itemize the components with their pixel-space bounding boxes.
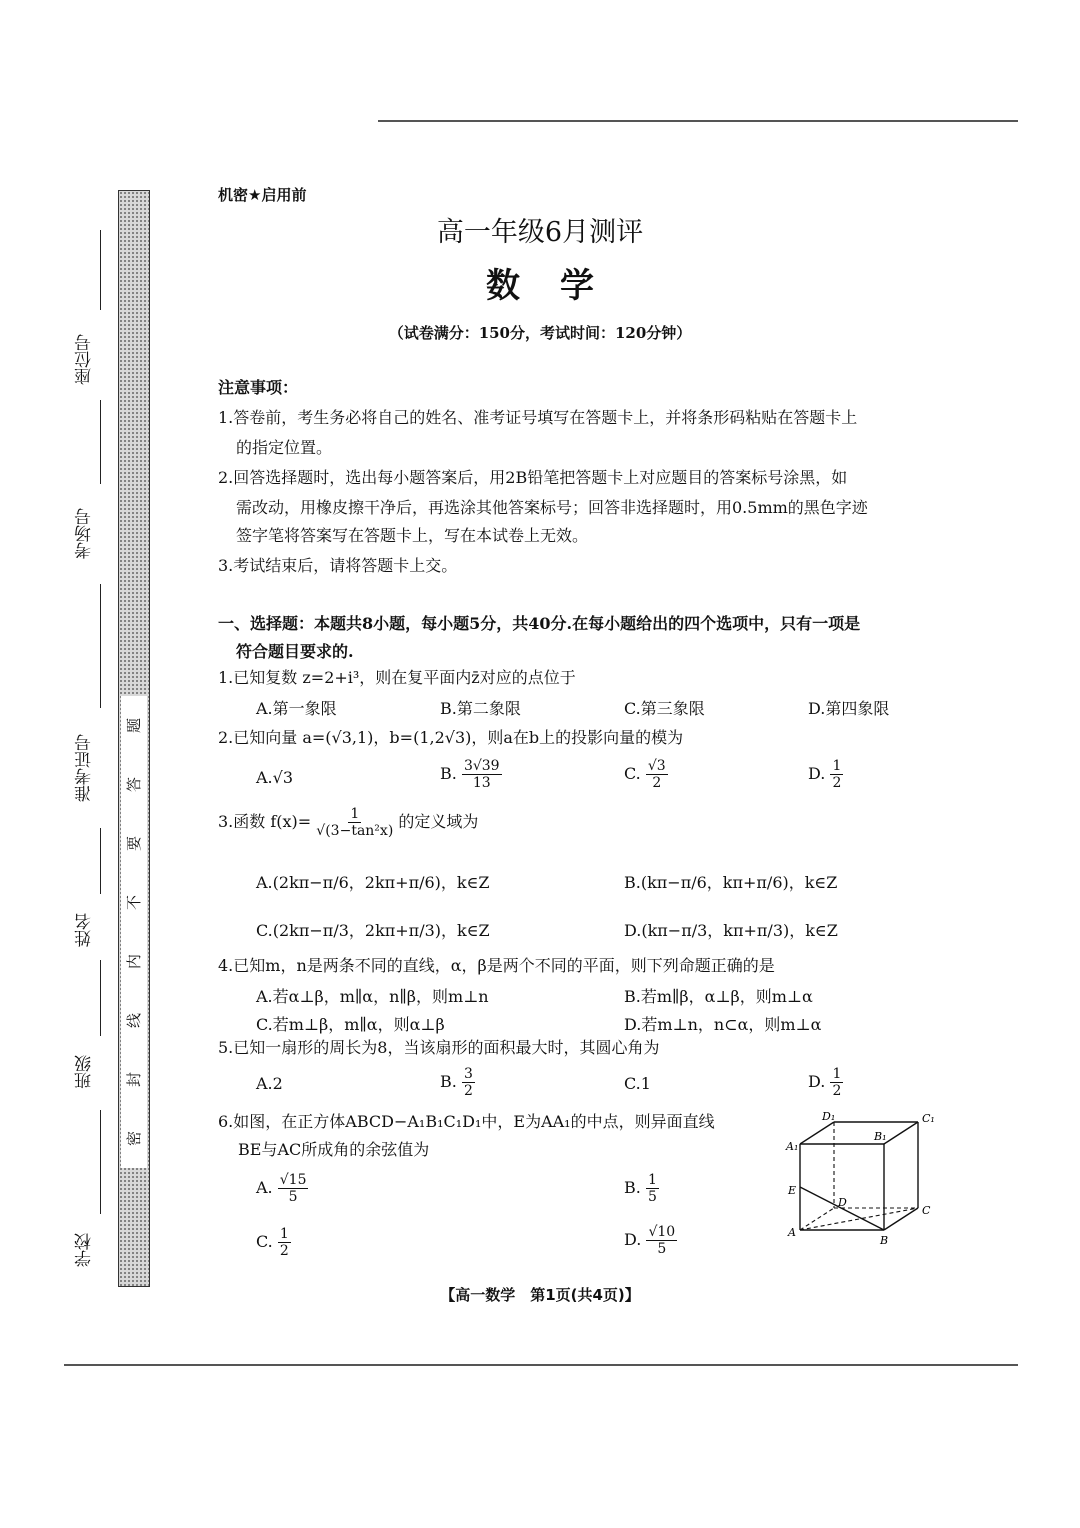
notice-line: 3.考试结束后，请将答题卡上交。 xyxy=(218,556,458,575)
notice-heading: 注意事项： xyxy=(218,378,299,397)
notice-line: 2.回答选择题时，选出每小题答案后，用2B铅笔把答题卡上对应题目的答案标号涂黑，如 xyxy=(218,468,848,487)
q6-option-a xyxy=(256,1172,308,1205)
numerator: 1 xyxy=(832,1066,842,1082)
q4-option-d: D.若m⊥n，n⊂α，则m⊥α xyxy=(624,1015,822,1034)
option-label: D. xyxy=(808,764,826,783)
q1-option-d: D.第四象限 xyxy=(808,699,890,718)
q5-stem: 5.已知一扇形的周长为8，当该扇形的面积最大时，其圆心角为 xyxy=(218,1038,660,1057)
section-heading-cont: 符合题目要求的. xyxy=(236,642,354,661)
q2-option-a: A.√3 xyxy=(256,768,294,787)
option-label: D. xyxy=(808,1072,826,1091)
fraction xyxy=(278,1172,309,1205)
numerator: √3 xyxy=(647,758,666,774)
q6-option-d xyxy=(624,1224,677,1257)
denominator: 2 xyxy=(279,1243,289,1259)
q1-option-c: C.第三象限 xyxy=(624,699,705,718)
q6-stem-cont: BE与AC所成角的余弦值为 xyxy=(238,1140,430,1159)
numerator: 1 xyxy=(350,806,360,822)
strip-char: 线 xyxy=(125,1012,144,1029)
notice-line: 需改动，用橡皮擦干净后，再选涂其他答案标号；回答非选择题时，用0.5mm的黑色字迹 xyxy=(236,498,868,517)
name-line xyxy=(100,828,101,894)
notice-line: 的指定位置。 xyxy=(236,438,333,457)
class-line xyxy=(100,960,101,1036)
fraction xyxy=(646,758,668,791)
numerator: 3 xyxy=(463,1066,473,1082)
numerator: 1 xyxy=(279,1226,289,1242)
q4-option-c: C.若m⊥β，m∥α，则α⊥β xyxy=(256,1015,445,1034)
confidential-mark: 机密★启用前 xyxy=(218,186,307,204)
label-C: C xyxy=(922,1204,931,1217)
fraction xyxy=(646,1172,659,1205)
numerator: 1 xyxy=(832,758,842,774)
school-label: 学校 xyxy=(75,1233,95,1267)
denominator: 5 xyxy=(647,1189,657,1205)
exam-room-label: 考场号 xyxy=(75,508,95,560)
subject-title: 数学 xyxy=(486,266,634,306)
label-A1: A₁ xyxy=(786,1140,799,1153)
q3-option-b: B.(kπ−π/6，kπ+π/6)，k∈Z xyxy=(624,873,838,892)
q6-option-b xyxy=(624,1172,659,1205)
seal-strip-text xyxy=(121,696,147,1168)
exam-room-line xyxy=(100,400,101,484)
notice-line: 1.答卷前，考生务必将自己的姓名、准考证号填写在答题卡上，并将条形码粘贴在答题卡上 xyxy=(218,408,858,427)
strip-char: 要 xyxy=(125,835,144,852)
option-label: B. xyxy=(624,1178,641,1197)
page-footer: 【高一数学 第1页(共4页)】 xyxy=(440,1286,640,1304)
denominator: 2 xyxy=(652,775,662,791)
option-label: A. xyxy=(256,1178,273,1197)
strip-char: 不 xyxy=(125,894,144,911)
q2-option-b xyxy=(440,758,502,791)
q2-option-d xyxy=(808,758,843,791)
fraction xyxy=(646,1224,677,1257)
school-line xyxy=(100,1110,101,1214)
q2-option-c xyxy=(624,758,668,791)
fraction xyxy=(830,1066,843,1099)
q4-option-b: B.若m∥β，α⊥β，则m⊥α xyxy=(624,987,813,1006)
label-E: E xyxy=(788,1184,797,1197)
denominator: 13 xyxy=(472,775,491,791)
fraction xyxy=(830,758,843,791)
q1-stem: 1.已知复数 z=2+i³，则在复平面内z̄对应的点位于 xyxy=(218,668,576,687)
q3-option-c: C.(2kπ−π/3，2kπ+π/3)，k∈Z xyxy=(256,921,490,940)
seat-number-label: 座位号 xyxy=(75,334,95,386)
strip-char: 答 xyxy=(125,776,144,793)
denominator: 2 xyxy=(832,775,842,791)
q3-option-d: D.(kπ−π/3，kπ+π/3)，k∈Z xyxy=(624,921,838,940)
denominator: 2 xyxy=(832,1083,842,1099)
fraction xyxy=(462,1066,475,1099)
label-B: B xyxy=(880,1234,889,1247)
notice-line: 签字笔将答案写在答题卡上，写在本试卷上无效。 xyxy=(236,526,589,545)
seal-strip xyxy=(118,190,150,1287)
q4-stem: 4.已知m，n是两条不同的直线，α，β是两个不同的平面，则下列命题正确的是 xyxy=(218,956,775,975)
q5-option-b xyxy=(440,1066,475,1099)
bottom-rule xyxy=(64,1364,1018,1366)
strip-char: 内 xyxy=(125,953,144,970)
cube-figure xyxy=(784,1106,944,1250)
label-D1: D₁ xyxy=(822,1110,836,1123)
numerator: 1 xyxy=(647,1172,657,1188)
top-rule xyxy=(378,120,1018,122)
label-C1: C₁ xyxy=(922,1112,935,1125)
q3-stem-prefix: 3.函数 f(x)= xyxy=(218,812,312,831)
numerator: √15 xyxy=(279,1172,307,1188)
option-label: C. xyxy=(256,1232,273,1251)
q6-option-c xyxy=(256,1226,291,1259)
option-label: C. xyxy=(624,764,641,783)
denominator: 5 xyxy=(288,1189,298,1205)
exam-title: 高一年级6月测评 xyxy=(436,217,644,248)
class-label: 班级 xyxy=(75,1055,95,1089)
admission-number-line xyxy=(100,584,101,708)
q3-option-a: A.(2kπ−π/6，2kπ+π/6)，k∈Z xyxy=(256,873,490,892)
numerator: √10 xyxy=(648,1224,676,1240)
label-B1: B₁ xyxy=(874,1130,887,1143)
option-label: B. xyxy=(440,1072,457,1091)
denominator: 5 xyxy=(657,1241,667,1257)
admission-number-label: 准考证号 xyxy=(75,734,95,802)
q1-option-a: A.第一象限 xyxy=(256,699,337,718)
section-heading: 一、选择题：本题共8小题，每小题5分，共40分.在每小题给出的四个选项中，只有一项是 xyxy=(218,614,861,633)
q3-stem-suffix: 的定义域为 xyxy=(398,812,479,831)
name-label: 姓名 xyxy=(75,913,95,947)
option-label: D. xyxy=(624,1230,642,1249)
strip-char: 密 xyxy=(125,1130,144,1147)
denominator: √(3−tan²x) xyxy=(316,823,394,839)
q3-stem xyxy=(218,806,478,839)
score-info: （试卷满分：150分，考试时间：120分钟） xyxy=(388,324,692,342)
q2-stem: 2.已知向量 a=(√3,1)，b=(1,2√3)，则a在b上的投影向量的模为 xyxy=(218,728,684,747)
denominator: 2 xyxy=(463,1083,473,1099)
q4-option-a: A.若α⊥β，m∥α，n∥β，则m⊥n xyxy=(256,987,489,1006)
fraction xyxy=(462,758,502,791)
label-A: A xyxy=(788,1226,796,1239)
fraction xyxy=(278,1226,291,1259)
q5-option-a: A.2 xyxy=(256,1074,283,1093)
strip-char: 题 xyxy=(125,717,144,734)
option-label: B. xyxy=(440,764,457,783)
fraction xyxy=(316,806,393,839)
numerator: 3√39 xyxy=(463,758,500,774)
label-D: D xyxy=(838,1196,847,1209)
q5-option-d xyxy=(808,1066,843,1099)
q6-stem: 6.如图，在正方体ABCD−A₁B₁C₁D₁中，E为AA₁的中点，则异面直线 xyxy=(218,1112,715,1131)
strip-char: 封 xyxy=(125,1071,144,1088)
q5-option-c: C.1 xyxy=(624,1074,651,1093)
q1-option-b: B.第二象限 xyxy=(440,699,521,718)
